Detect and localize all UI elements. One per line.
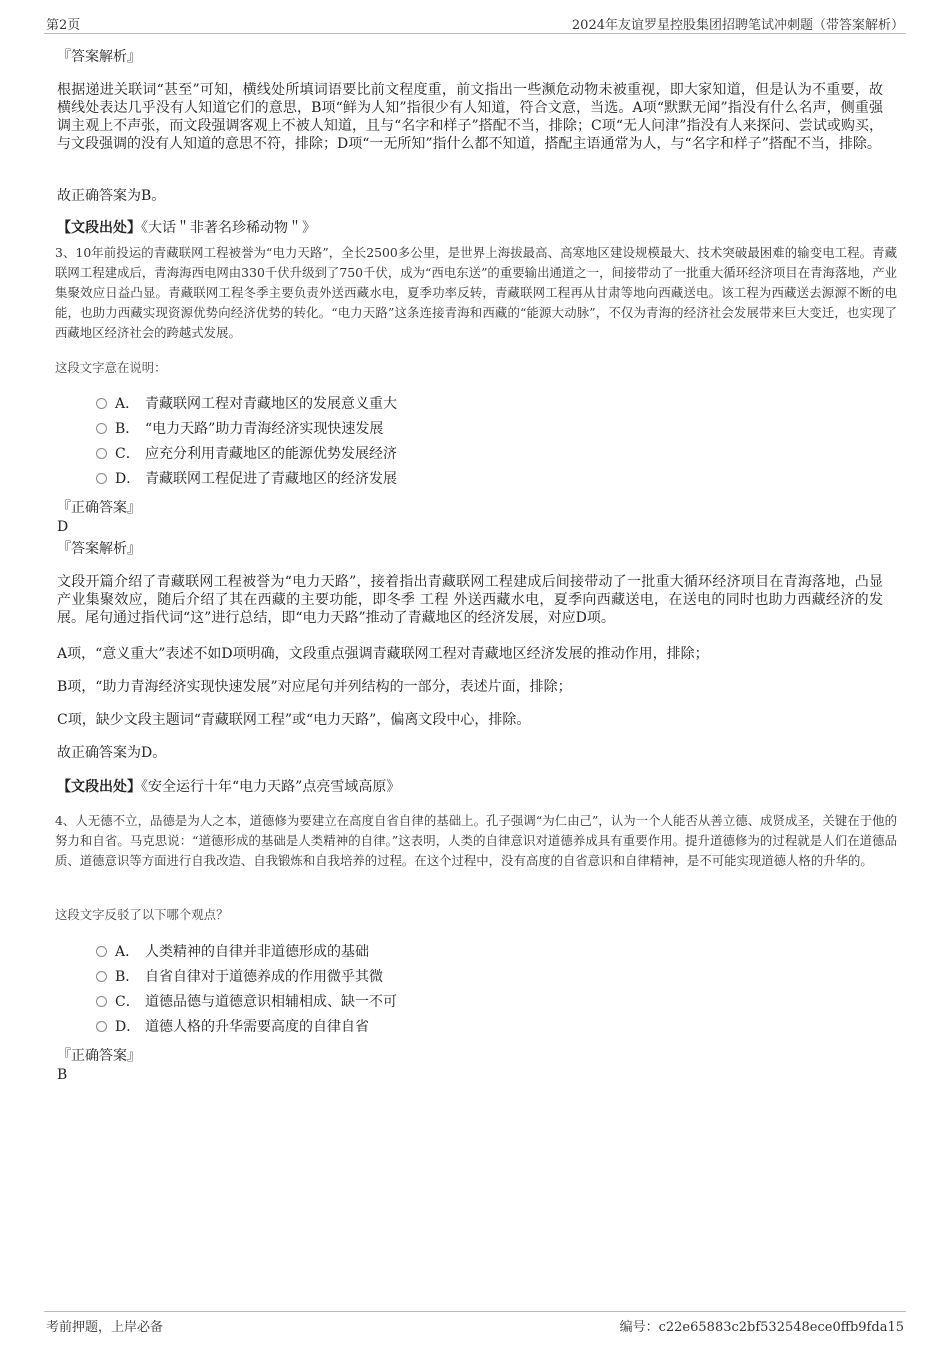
radio-icon[interactable] <box>96 971 107 982</box>
q3-option-b[interactable]: B． “电力天路”助力青海经济实现快速发展 <box>96 419 383 439</box>
q2-analysis-label: 『答案解析』 <box>57 49 141 65</box>
q4-option-b[interactable]: B． 自省自律对于道德养成的作用微乎其微 <box>96 967 383 987</box>
q4-answer-label: 『正确答案』 <box>57 1048 141 1064</box>
q3-question: 这段文字意在说明： <box>55 360 167 375</box>
q3-analysis-a: A项，“意义重大”表述不如D项明确，文段重点强调青藏联网工程对青藏地区经济发展的推动作用，排除； <box>57 646 709 662</box>
page-header <box>0 0 950 34</box>
footer-divider <box>44 1311 906 1312</box>
source-title: 《安全运行十年“电力天路”点亮雪域高原》 <box>141 779 401 795</box>
radio-icon[interactable] <box>96 423 107 434</box>
q3-source <box>57 778 883 796</box>
q4-answer: B <box>57 1067 68 1083</box>
radio-icon[interactable] <box>96 1021 107 1032</box>
source-label: 【文段出处】 <box>57 779 141 795</box>
header-divider <box>44 33 906 34</box>
radio-icon[interactable] <box>96 473 107 484</box>
q3-conclusion: 故正确答案为D。 <box>57 745 167 761</box>
radio-icon[interactable] <box>96 996 107 1007</box>
radio-icon[interactable] <box>96 448 107 459</box>
q4-passage: 4、人无德不立，品德是为人之本，道德修为要建立在高度自省自律的基础上。孔子强调“为仁由己”，认为一个人能否从善立德、成贤成圣，关键在于他的努力和自省。马克思说：“道德形成的基础是人类精神的自律。”这表明，人类的自律意识对道德养成具有重要作用。提升道德修为的过程就是人们在道德品质、道德意识等方面进行自我改造、自我锻炼和自我培养的过程。在这个过程中，没有高度的自省意识和自律精神，是不可能实现道德人格的升华的。 <box>55 813 897 868</box>
q4-question: 这段文字反驳了以下哪个观点？ <box>55 907 229 922</box>
q2-conclusion: 故正确答案为B。 <box>57 188 166 204</box>
document-title: 2024年友谊罗星控股集团招聘笔试冲刺题（带答案解析） <box>571 18 904 33</box>
footer-slogan: 考前押题，上岸必备 <box>46 1320 164 1335</box>
q3-option-c[interactable]: C． 应充分利用青藏地区的能源优势发展经济 <box>96 444 397 464</box>
q3-option-d[interactable]: D． 青藏联网工程促进了青藏地区的经济发展 <box>96 469 397 489</box>
q3-answer-label: 『正确答案』 <box>57 500 141 516</box>
q4-option-a[interactable]: A． 人类精神的自律并非道德形成的基础 <box>96 942 369 962</box>
q3-analysis-c: C项，缺少文段主题词“青藏联网工程”或“电力天路”，偏离文段中心，排除。 <box>57 712 531 728</box>
q3-analysis-b: B项，“助力青海经济实现快速发展”对应尾句并列结构的一部分，表述片面，排除； <box>57 679 572 695</box>
q2-analysis-text: 根据递进关联词“甚至”可知，横线处所填词语要比前文程度重，前文指出一些濒危动物未被重视，即大家知道，但是认为不重要，故横线处表达几乎没有人知道它们的意思，B项“鲜为人知”指很少有人知道，符合文意，当选。A项“默默无闻”指没有什么名声，侧重强调主观上不声张，而文段强调客观上不被人知道，且与“名字和样子”搭配不当，排除；C项“无人问津”指没有人来探问、尝试或购买，与文段强调的没有人知道的意思不符，排除；D项“一无所知”指什么都不知道，搭配主语通常为人，与“名字和样子”搭配不当，排除。 <box>57 82 883 152</box>
q3-analysis-text: 文段开篇介绍了青藏联网工程被誉为“电力天路”，接着指出青藏联网工程建成后间接带动了一批重大循环经济项目在青海落地，凸显产业集聚效应，随后介绍了其在西藏的主要功能，即冬季 工程 外送西藏水电，夏季向西藏送电，在送电的同时也助力西藏经济的发展。尾句通过指代词“这”进行总结，即“电力天路”推动了青藏地区的经济发展，对应D项。 <box>57 574 883 626</box>
document-code: 编号：c22e65883c2bf532548ece0ffb9fda15 <box>619 1320 904 1335</box>
q4-option-d[interactable]: D． 道德人格的升华需要高度的自律自省 <box>96 1017 369 1037</box>
q3-analysis-label: 『答案解析』 <box>57 541 141 557</box>
radio-icon[interactable] <box>96 946 107 957</box>
page-number: 第2页 <box>46 18 81 33</box>
q2-source <box>57 219 883 237</box>
q4-option-c[interactable]: C． 道德品德与道德意识相辅相成、缺一不可 <box>96 992 397 1012</box>
source-label: 【文段出处】 <box>57 220 141 236</box>
source-title: 《大话＂非著名珍稀动物＂》 <box>141 220 316 236</box>
q3-passage: 3、10年前投运的青藏联网工程被誉为“电力天路”，全长2500多公里，是世界上海拔最高、高寒地区建设规模最大、技术突破最困难的输变电工程。青藏联网工程建成后，青海海西电网由330千伏升级到了750千伏，成为“西电东送”的重要输出通道之一，间接带动了一批重大循环经济项目在青海落地，产业集聚效应日益凸显。青藏联网工程冬季主要负责外送西藏水电，夏季功率反转，青藏联网工程再从甘肃等地向西藏送电。该工程为西藏送去源源不断的电能，也助力西藏实现资源优势向经济优势的转化。“电力天路”这条连接青海和西藏的“能源大动脉”，不仅为青海的经济社会发展带来巨大变迁，也实现了西藏地区经济社会的跨越式发展。 <box>55 245 897 340</box>
q3-option-a[interactable]: A． 青藏联网工程对青藏地区的发展意义重大 <box>96 394 397 414</box>
q3-answer: D <box>57 519 69 535</box>
radio-icon[interactable] <box>96 398 107 409</box>
